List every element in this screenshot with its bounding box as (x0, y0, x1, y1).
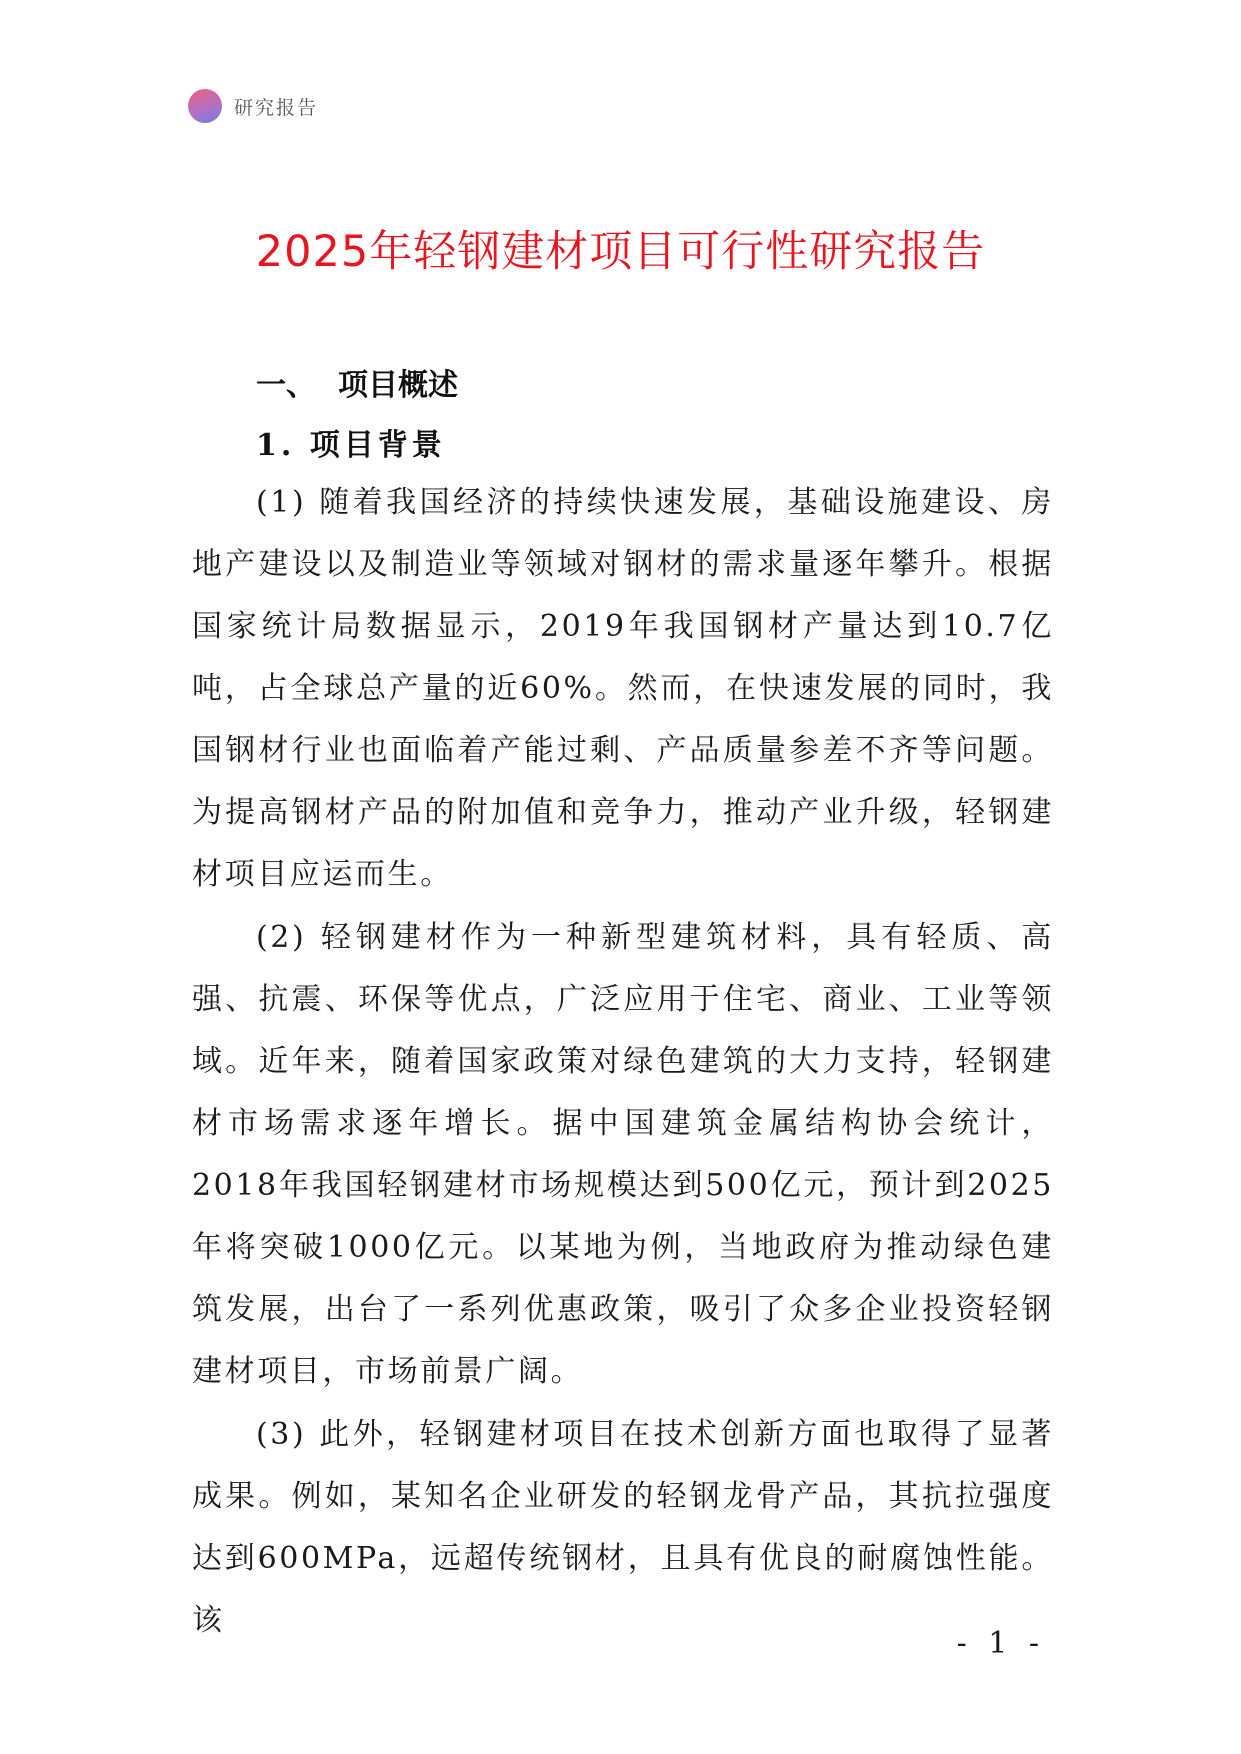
logo-circle-icon (188, 89, 222, 123)
page-number: - 1 - (956, 1626, 1045, 1661)
paragraph-2: (2) 轻钢建材作为一种新型建筑材料，具有轻质、高强、抗震、环保等优点，广泛应用于住宅、商业、工业等领域。近年来，随着国家政策对绿色建筑的大力支持，轻钢建材市场需求逐年增长。据中国建筑金属结构协会统计，2018年我国轻钢建材市场规模达到500亿元，预计到2025年将突破1000亿元。以某地为例，当地政府为推动绿色建筑发展，出台了一系列优惠政策，吸引了众多企业投资轻钢建材项目，市场前景广阔。 (192, 920, 1054, 1389)
page-header (188, 88, 318, 124)
document-title: 2025年轻钢建材项目可行性研究报告 (255, 227, 986, 277)
header-label: 研究报告 (234, 96, 319, 119)
subsection-heading: 1. 项目背景 (256, 428, 446, 463)
section-title: 项目概述 (338, 368, 458, 403)
paragraph-1: (1) 随着我国经济的持续快速发展，基础设施建设、房地产建设以及制造业等领域对钢材的需求量逐年攀升。根据国家统计局数据显示，2019年我国钢材产量达到10.7亿吨，占全球总产量的近60%。然而，在快速发展的同时，我国钢材行业也面临着产能过剩、产品质量参差不齐等问题。为提高钢材产品的附加值和竞争力，推动产业升级，轻钢建材项目应运而生。 (192, 485, 1054, 892)
body-text (192, 472, 1054, 1652)
paragraph-3: (3) 此外，轻钢建材项目在技术创新方面也取得了显著成果。例如，某知名企业研发的轻钢龙骨产品，其抗拉强度达到600MPa，远超传统钢材，且具有优良的耐腐蚀性能。该 (192, 1417, 1054, 1638)
section-number: 一、 (256, 368, 316, 403)
section-heading (256, 360, 458, 404)
